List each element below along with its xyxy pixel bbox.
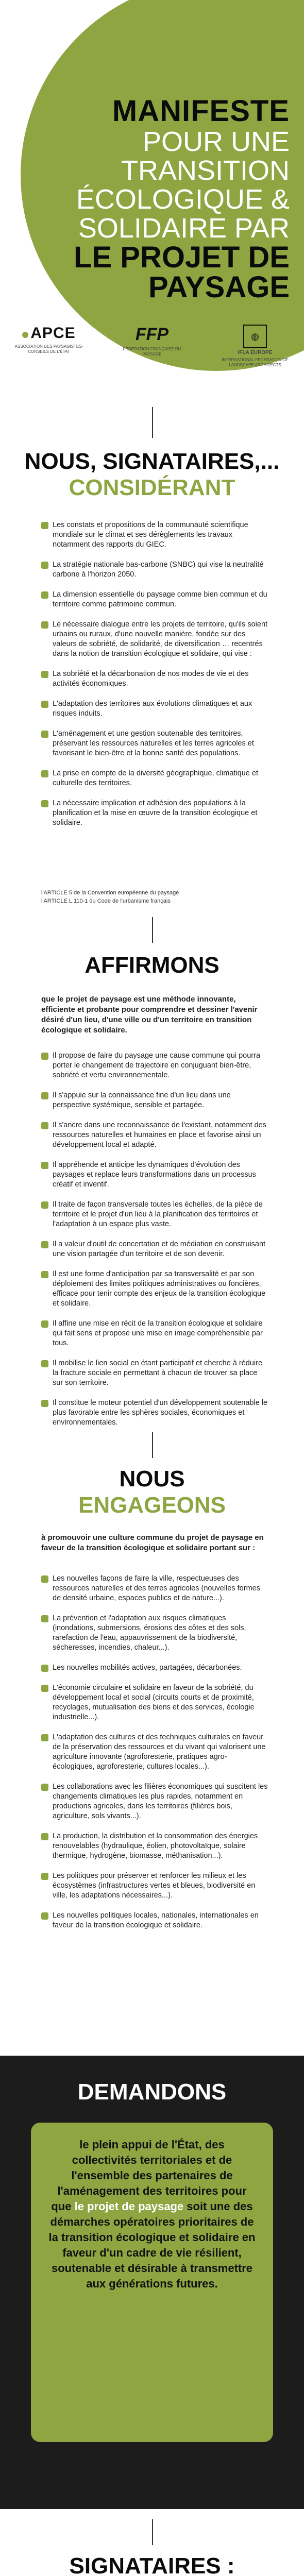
title-subtitle: POUR UNE TRANSITION ÉCOLOGIQUE & SOLIDAIRE PAR bbox=[76, 126, 290, 244]
bullet-icon bbox=[41, 701, 48, 708]
demandons-title: DEMANDONS bbox=[77, 2079, 227, 2105]
affirmons-title: AFFIRMONS bbox=[85, 953, 219, 978]
list-item-text: Les politiques pour préserver et renforcer les milieux et les écosystèmes (infrastructures vertes et bleues, biodiversité en ville, les adaptations nécessaires...). bbox=[53, 1872, 256, 1900]
list-item-text: L'adaptation des territoires aux évolutions climatiques et aux risques induits. bbox=[53, 700, 252, 718]
ifla-logo bbox=[216, 325, 294, 368]
list-item bbox=[41, 1683, 268, 1722]
list-item bbox=[41, 1160, 268, 1190]
logos-row bbox=[10, 325, 294, 368]
ffp-logo bbox=[113, 325, 191, 357]
list-item-text: La prise en compte de la diversité géographique, climatique et culturelle des territoires. bbox=[53, 769, 258, 787]
considerant-title: NOUS, SIGNATAIRES,... bbox=[24, 449, 280, 474]
list-item bbox=[41, 1663, 268, 1673]
title-manifeste: MANIFESTE bbox=[112, 94, 290, 128]
list-item bbox=[41, 1574, 268, 1603]
list-item-text: Il s'ancre dans une reconnaissance de l'existant, notamment des ressources naturelles et humaines en place et favorise ainsi un développement local et adapté. bbox=[53, 1121, 266, 1149]
considerant-subtitle: CONSIDÉRANT bbox=[69, 475, 235, 500]
bullet-icon bbox=[41, 770, 48, 777]
list-item-text: La stratégie nationale bas-carbone (SNBC) qui vise la neutralité carbone à l'horizon 2050. bbox=[53, 561, 264, 579]
demandons-text-1: le plein appui de l'État, des collectivités territoriales et de l'ensemble des partenaires de l'aménagement des territoires pour que bbox=[51, 2138, 247, 2213]
bullet-icon bbox=[41, 1665, 48, 1672]
bullet-icon bbox=[41, 800, 48, 807]
ifla-icon: ◍ bbox=[243, 325, 267, 348]
list-item bbox=[41, 1911, 268, 1930]
list-item-text: Il mobilise le lien social en étant participatif et cherche à réduire la fracture sociale en permettant à chacun de trouver sa place sur son territoire. bbox=[53, 1359, 263, 1387]
bullet-icon bbox=[41, 562, 48, 569]
divider-line bbox=[152, 2519, 153, 2545]
list-item bbox=[41, 1359, 268, 1388]
list-item-text: Il a valeur d'outil de concertation et de médiation en construisant une vision partagée d'un territoire et de son devenir. bbox=[53, 1240, 266, 1258]
article-ref: l'ARTICLE L.110-1 du Code de l'urbanisme français bbox=[41, 898, 171, 904]
considerant-list bbox=[41, 520, 268, 838]
list-item bbox=[41, 729, 268, 758]
bullet-icon bbox=[41, 1575, 48, 1583]
ffp-mark: FFP bbox=[135, 325, 169, 344]
list-item-text: La dimension essentielle du paysage comme bien commun et du territoire comme patrimoine commun. bbox=[53, 590, 267, 608]
list-item bbox=[41, 620, 268, 659]
article-ref: l'ARTICLE 5 de la Convention européenne du paysage bbox=[41, 890, 179, 896]
list-item-text: Les nouvelles politiques locales, nationales, internationales en faveur de la transition écologique et solidaire. bbox=[53, 1911, 259, 1929]
bullet-icon bbox=[41, 1873, 48, 1880]
list-item-text: Les nouvelles façons de faire la ville, respectueuses des ressources naturelles et des terres agricoles (nouvelles formes de densité urbaine, espaces publics et de nature...). bbox=[53, 1574, 260, 1602]
list-item-text: Les nouvelles mobilités actives, partagées, décarbonées. bbox=[53, 1664, 242, 1672]
bullet-icon bbox=[41, 1092, 48, 1099]
list-item bbox=[41, 1733, 268, 1772]
bullet-icon bbox=[41, 671, 48, 678]
list-item bbox=[41, 1240, 268, 1259]
engageons-subtitle: ENGAGEONS bbox=[78, 1493, 226, 1518]
bullet-icon bbox=[41, 621, 48, 629]
list-item bbox=[41, 1398, 268, 1428]
demandons-text bbox=[31, 2123, 273, 2306]
list-item bbox=[41, 799, 268, 828]
list-item bbox=[41, 769, 268, 788]
list-item bbox=[41, 1269, 268, 1309]
list-item-text: La sobriété et la décarbonation de nos modes de vie et des activités économiques. bbox=[53, 670, 249, 688]
list-item-text: Le nécessaire dialogue entre les projets de territoire, qu'ils soient urbains ou ruraux, d'une nouvelle manière, fondée sur des valeurs de sobriété, de solidarité, de diversification … recentrés dans la notion de transition écologique et solidaire, qui vise : bbox=[53, 620, 268, 658]
bullet-icon bbox=[41, 1400, 48, 1407]
list-item bbox=[41, 590, 268, 609]
list-item bbox=[41, 1200, 268, 1229]
demandons-text-2: soit une des démarches opératoires prioritaires de la transition écologique et solidaire en faveur d'un cadre de vie résilient, soutenable et désirable à transmettre aux générations futures. bbox=[48, 2200, 256, 2290]
engageons-title: NOUS bbox=[119, 1466, 185, 1492]
bullet-icon bbox=[41, 1615, 48, 1622]
list-item bbox=[41, 1051, 268, 1080]
list-item-text: La production, la distribution et la consommation des énergies renouvelables (hydraulique, éolien, photovoltaïque, solaire thermique, hydrogène, biomasse, méthanisation...). bbox=[53, 1832, 258, 1860]
signataires-title: SIGNATAIRES : bbox=[69, 2553, 235, 2576]
bullet-icon bbox=[41, 1053, 48, 1060]
hero-section bbox=[0, 0, 304, 402]
bullet-icon bbox=[41, 1734, 48, 1741]
list-item-text: Il appréhende et anticipe les dynamiques d'évolution des paysages et replace leurs transformations dans un processus créatif et inventif. bbox=[53, 1161, 256, 1189]
engageons-intro: à promouvoir une culture commune du projet de paysage en faveur de la transition écologique et solidaire portant sur : bbox=[41, 1533, 264, 1552]
list-item bbox=[41, 1782, 268, 1821]
list-item bbox=[41, 520, 268, 550]
list-item bbox=[41, 1121, 268, 1150]
list-item-text: Il affine une mise en récit de la transition écologique et solidaire qui fait sens et propose une mise en image compréhensible par tous. bbox=[53, 1319, 263, 1347]
divider-line bbox=[152, 917, 153, 943]
apce-mark: APCE bbox=[30, 325, 76, 342]
demandons-box bbox=[31, 2123, 273, 2442]
engageons-heading bbox=[0, 1466, 304, 1518]
divider-line bbox=[152, 1432, 153, 1458]
demandons-highlight: le projet de paysage bbox=[74, 2200, 184, 2213]
divider-line bbox=[152, 407, 153, 438]
bullet-icon bbox=[41, 1833, 48, 1840]
list-item-text: L'adaptation des cultures et des techniques culturales en faveur de la préservation des ressources et du vivant qui valorisent une agriculture innovante (agroforesterie, pratiques agro-écologiques, agroforesterie, cultures locales...). bbox=[53, 1733, 266, 1771]
considerant-heading bbox=[0, 448, 304, 501]
articles-list bbox=[41, 889, 268, 905]
list-item-text: Les constats et propositions de la communauté scientifique mondiale sur le climat et ses dérèglements les travaux notamment des rapports du GIEC. bbox=[53, 521, 248, 549]
list-item bbox=[41, 1319, 268, 1348]
ffp-sub: FÉDÉRATION FRANÇAISE DU PAYSAGE bbox=[123, 347, 181, 357]
list-item-text: L'économie circulaire et solidaire en faveur de la sobriété, du développement local et social (circuits courts et de proximité, recyclages, mutualisation des biens et des services, écologie industrielle...). bbox=[53, 1684, 255, 1721]
bullet-icon bbox=[41, 1162, 48, 1169]
bullet-icon bbox=[41, 1320, 48, 1328]
ifla-mark: IFLA EUROPE bbox=[238, 350, 273, 355]
apce-sub: ASSOCIATION DES PAYSAGISTES-CONSEILS DE L'ÉTAT bbox=[14, 344, 83, 354]
apce-logo bbox=[10, 325, 88, 354]
affirmons-list bbox=[41, 1051, 268, 1438]
title-projet: LE PROJET DE PAYSAGE bbox=[74, 241, 290, 304]
bullet-icon bbox=[41, 1201, 48, 1209]
list-item bbox=[41, 1832, 268, 1861]
list-item-text: Il constitue le moteur potentiel d'un développement soutenable le plus favorable entre les sphères sociales, économiques et environnementales. bbox=[53, 1399, 268, 1427]
bullet-icon bbox=[41, 591, 48, 599]
bullet-icon bbox=[41, 1784, 48, 1791]
list-item-text: Les collaborations avec les filières économiques qui suscitent les changements climatiques les plus rapides, notamment en productions agricoles, dans les territoires (filières bois, agriculture, sols vivants...). bbox=[53, 1783, 268, 1820]
bullet-icon bbox=[41, 1360, 48, 1367]
list-item-text: Il traite de façon transversale toutes les échelles, de la pièce de territoire et le projet d'un lieu à la planification des territoires et l'adaptation à un espace plus vaste. bbox=[53, 1200, 263, 1228]
list-item-text: La nécessaire implication et adhésion des populations à la planification et la mise en œuvre de la transition écologique et solidaire. bbox=[53, 799, 258, 827]
bullet-icon bbox=[41, 1685, 48, 1692]
affirmons-intro: que le projet de paysage est une méthode innovante, efficiente et probante pour comprendre et dessiner l'avenir désiré d'un lieu, d'une ville ou d'un territoire en transition écologique et solidaire. bbox=[41, 995, 258, 1035]
bullet-icon bbox=[41, 1912, 48, 1920]
list-item bbox=[41, 669, 268, 689]
list-item-text: Il propose de faire du paysage une cause commune qui pourra porter le changement de trajectoire en conjuguant bien-être, sobriété et vertu environnementale. bbox=[53, 1052, 261, 1079]
list-item-text: Il est une forme d'anticipation par sa transversalité et par son déploiement des limites politiques administratives ou foncières, efficace pour tenir compte des enjeux de la transition écologique et solidaire. bbox=[53, 1270, 266, 1308]
list-item bbox=[41, 1871, 268, 1901]
hero-title bbox=[22, 95, 290, 302]
list-item bbox=[41, 699, 268, 719]
engageons-list bbox=[41, 1574, 268, 1941]
list-item-text: L'aménagement et une gestion soutenable des territoires, préservant les ressources naturelles et les terres agricoles et favorisant le bien-être et la bonne santé des populations. bbox=[53, 730, 254, 757]
bullet-icon bbox=[41, 1241, 48, 1248]
list-item bbox=[41, 560, 268, 580]
list-item-text: La prévention et l'adaptation aux risques climatiques (inondations, submersions, érosions des côtes et des sols, rarefaction de l'eau, appauvrissement de la biodiversité, sécheresses, incendies, chaleur...). bbox=[53, 1614, 246, 1652]
bullet-icon bbox=[41, 731, 48, 738]
bullet-icon bbox=[41, 1271, 48, 1278]
bullet-icon bbox=[41, 522, 48, 529]
list-item-text: Il s'appuie sur la connaissance fine d'un lieu dans une perspective systémique, sensible et partagée. bbox=[53, 1091, 231, 1109]
ifla-sub: INTERNATIONAL FEDERATION OF LANDSCAPE ARCHITECTS bbox=[222, 358, 289, 367]
list-item bbox=[41, 1614, 268, 1653]
bullet-icon bbox=[41, 1122, 48, 1129]
list-item bbox=[41, 1091, 268, 1110]
apce-dot-icon bbox=[22, 332, 28, 338]
